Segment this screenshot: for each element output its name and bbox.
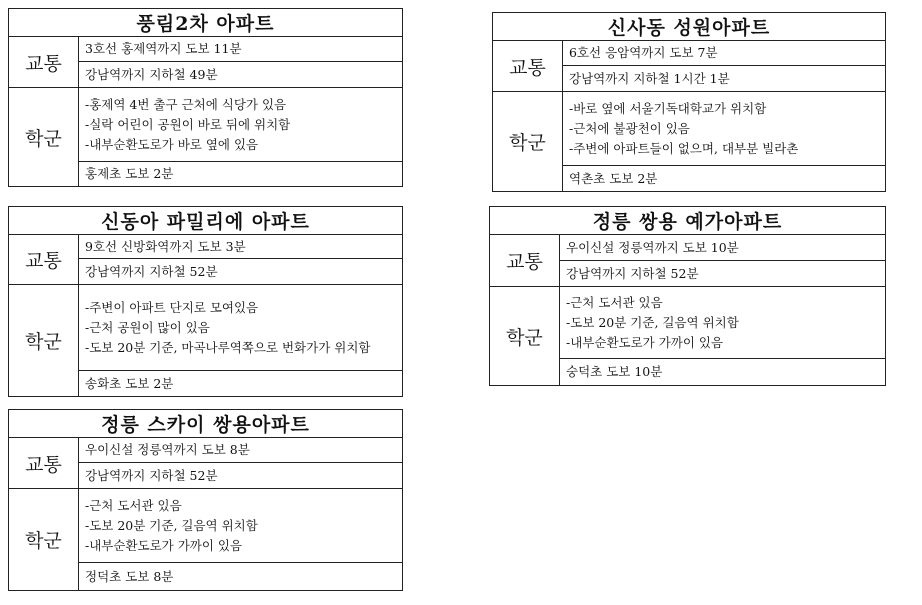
school-notes (79, 88, 403, 162)
school-note: -바로 옆에 서울기독대학교가 위치함 (569, 100, 767, 116)
school-note: -주변에 아파트들이 없으며, 대부분 빌라촌 (569, 140, 799, 156)
school-note: -근처 도서관 있음 (85, 497, 182, 513)
apartment-title: 신동아 파밀리에 아파트 (9, 207, 403, 235)
transport-subway: 3호선 홍제역까지 도보 11분 (79, 37, 403, 62)
transport-label: 교통 (493, 41, 563, 92)
transport-label: 교통 (9, 235, 79, 285)
transport-subway: 우이신설 정릉역까지 도보 10분 (560, 235, 886, 261)
school-note: -주변이 아파트 단지로 모여있음 (85, 299, 259, 315)
school-note: -내부순환도로가 가까이 있음 (85, 537, 243, 553)
school-notes (563, 92, 886, 166)
school-note: -내부순환도로가 바로 옆에 있음 (85, 136, 259, 152)
transport-gangnam: 강남역까지 지하철 1시간 1분 (563, 66, 886, 92)
school-label: 학군 (9, 285, 79, 397)
school-name: 송화초 도보 2분 (79, 371, 403, 397)
transport-label: 교통 (9, 37, 79, 88)
apartment-card-sky (8, 409, 403, 591)
apartment-title: 정릉 스카이 쌍용아파트 (9, 410, 403, 438)
transport-label: 교통 (490, 235, 560, 287)
transport-subway: 9호선 신방화역까지 도보 3분 (79, 235, 403, 259)
apartment-card-sinsa (492, 12, 886, 192)
apartment-title: 풍림2차 아파트 (9, 9, 403, 37)
school-notes (79, 489, 403, 563)
transport-gangnam: 강남역까지 지하철 52분 (79, 259, 403, 285)
apartment-title: 정릉 쌍용 예가아파트 (490, 207, 886, 235)
apartment-card-sindonga (8, 206, 403, 397)
apartment-card-yega (489, 206, 886, 386)
school-note: -도보 20분 기준, 길음역 위치함 (85, 517, 258, 533)
school-note: -실락 어린이 공원이 바로 뒤에 위치함 (85, 116, 291, 132)
school-name: 역촌초 도보 2분 (563, 166, 886, 192)
apartment-title: 신사동 성원아파트 (493, 13, 886, 41)
school-label: 학군 (9, 489, 79, 591)
school-label: 학군 (9, 88, 79, 187)
transport-gangnam: 강남역까지 지하철 49분 (79, 62, 403, 88)
transport-subway: 우이신설 정릉역까지 도보 8분 (79, 438, 403, 463)
school-note: -홍제역 4번 출구 근처에 식당가 있음 (85, 96, 287, 112)
school-label: 학군 (493, 92, 563, 192)
apartment-card-pungnim (8, 8, 403, 187)
transport-gangnam: 강남역까지 지하철 52분 (79, 463, 403, 489)
transport-gangnam: 강남역까지 지하철 52분 (560, 261, 886, 287)
school-note: -근처에 불광천이 있음 (569, 120, 690, 136)
school-note: -근처 도서관 있음 (566, 294, 663, 310)
school-notes (560, 287, 886, 359)
school-name: 홍제초 도보 2분 (79, 162, 403, 187)
school-notes (79, 285, 403, 371)
school-note: -근처 공원이 많이 있음 (85, 319, 210, 335)
transport-subway: 6호선 응암역까지 도보 7분 (563, 41, 886, 66)
school-name: 숭덕초 도보 10분 (560, 359, 886, 386)
school-name: 정덕초 도보 8분 (79, 563, 403, 591)
transport-label: 교통 (9, 438, 79, 489)
school-label: 학군 (490, 287, 560, 386)
school-note: -내부순환도로가 가까이 있음 (566, 334, 724, 350)
school-note: -도보 20분 기준, 길음역 위치함 (566, 314, 739, 330)
school-note: -도보 20분 기준, 마곡나루역쪽으로 번화가가 위치함 (85, 339, 371, 355)
